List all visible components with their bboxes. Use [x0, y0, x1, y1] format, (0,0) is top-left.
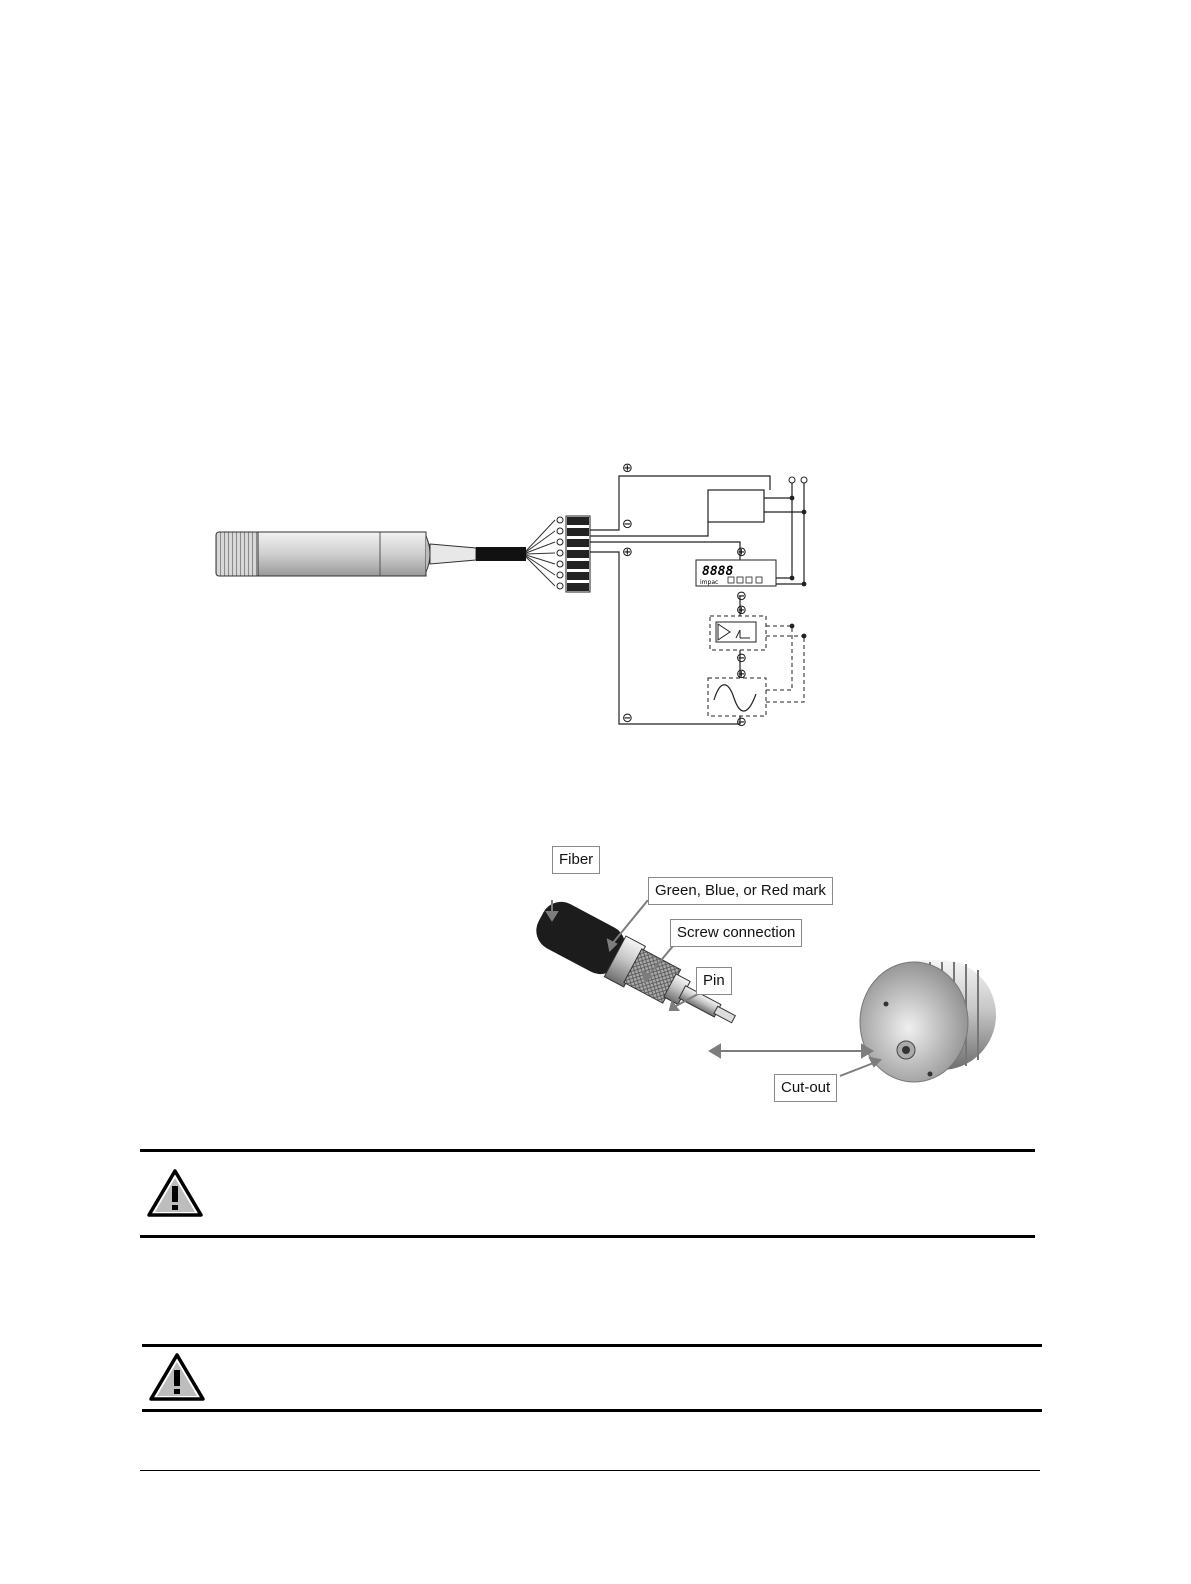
polarity-minus-2: ⊖ [622, 711, 633, 726]
polarity-plus-5: ⊕ [736, 667, 747, 682]
polarity-plus-1: ⊕ [622, 461, 633, 476]
warning-triangle-icon [146, 1168, 204, 1218]
warning-rule-bottom-2 [142, 1409, 1042, 1412]
sensor-head-end [860, 960, 996, 1082]
callout-mark: Green, Blue, or Red mark [648, 877, 833, 905]
callout-cutout: Cut-out [774, 1074, 837, 1102]
polarity-plus-2: ⊕ [622, 545, 633, 560]
terminal-block [557, 516, 590, 592]
callout-pin: Pin [696, 967, 732, 995]
footer-rule [140, 1470, 1040, 1471]
controller-unit [710, 616, 804, 650]
polarity-minus-1: ⊖ [622, 517, 633, 532]
warning-rule-top-2 [142, 1344, 1042, 1347]
display-brand: impac [700, 579, 719, 586]
polarity-minus-5: ⊖ [736, 715, 747, 730]
polarity-minus-3: ⊖ [736, 589, 747, 604]
circuit-lines [590, 476, 804, 724]
polarity-plus-4: ⊕ [736, 603, 747, 618]
display-digits: 8888 [702, 564, 734, 579]
display-unit [696, 560, 776, 586]
polarity-plus-3: ⊕ [736, 545, 747, 560]
callout-screw: Screw connection [670, 919, 802, 947]
wiring-diagram [200, 450, 850, 740]
callout-fiber: Fiber [552, 846, 600, 874]
polarity-minus-4: ⊖ [736, 651, 747, 666]
warning-rule-bottom-1 [140, 1235, 1035, 1238]
sensor-head [216, 532, 526, 576]
cable-wires [526, 520, 555, 586]
warning-triangle-icon [148, 1352, 206, 1402]
warning-rule-top-1 [140, 1149, 1035, 1152]
